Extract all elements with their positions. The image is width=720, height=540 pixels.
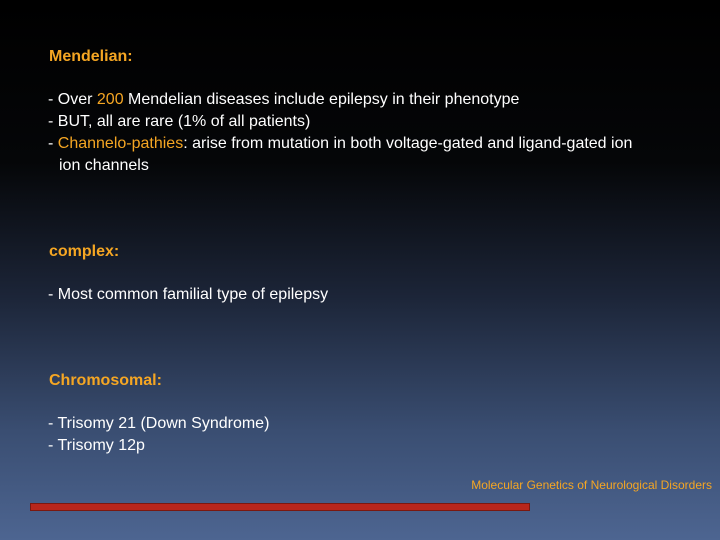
footer-title: Molecular Genetics of Neurological Disorders <box>471 478 712 492</box>
complex-bullet: - Most common familial type of epilepsy <box>48 286 329 303</box>
bullet-suffix: Mendelian diseases include epilepsy in their phenotype <box>123 91 520 108</box>
mendelian-bullet-continuation: ion channels <box>59 157 149 174</box>
mendelian-bullet-over-200 <box>48 91 519 109</box>
mendelian-bullet-rare: - BUT, all are rare (1% of all patients) <box>48 113 311 130</box>
complex-heading: complex: <box>49 243 120 260</box>
bullet-prefix: - Over <box>48 91 97 108</box>
highlight-200: 200 <box>96 91 124 108</box>
bullet-prefix: - <box>48 135 58 152</box>
chromosomal-bullet-trisomy-21: - Trisomy 21 (Down Syndrome) <box>48 415 270 432</box>
chromosomal-bullet-trisomy-12p: - Trisomy 12p <box>48 437 145 454</box>
highlight-channelopathies: Channelo-pathies <box>57 135 184 152</box>
bullet-suffix: : arise from mutation in both voltage-gated and ligand-gated ion <box>183 135 633 152</box>
footer-divider-bar <box>30 503 530 511</box>
mendelian-bullet-channelopathies <box>48 135 632 153</box>
chromosomal-heading: Chromosomal: <box>49 372 162 389</box>
mendelian-heading: Mendelian: <box>49 48 133 65</box>
